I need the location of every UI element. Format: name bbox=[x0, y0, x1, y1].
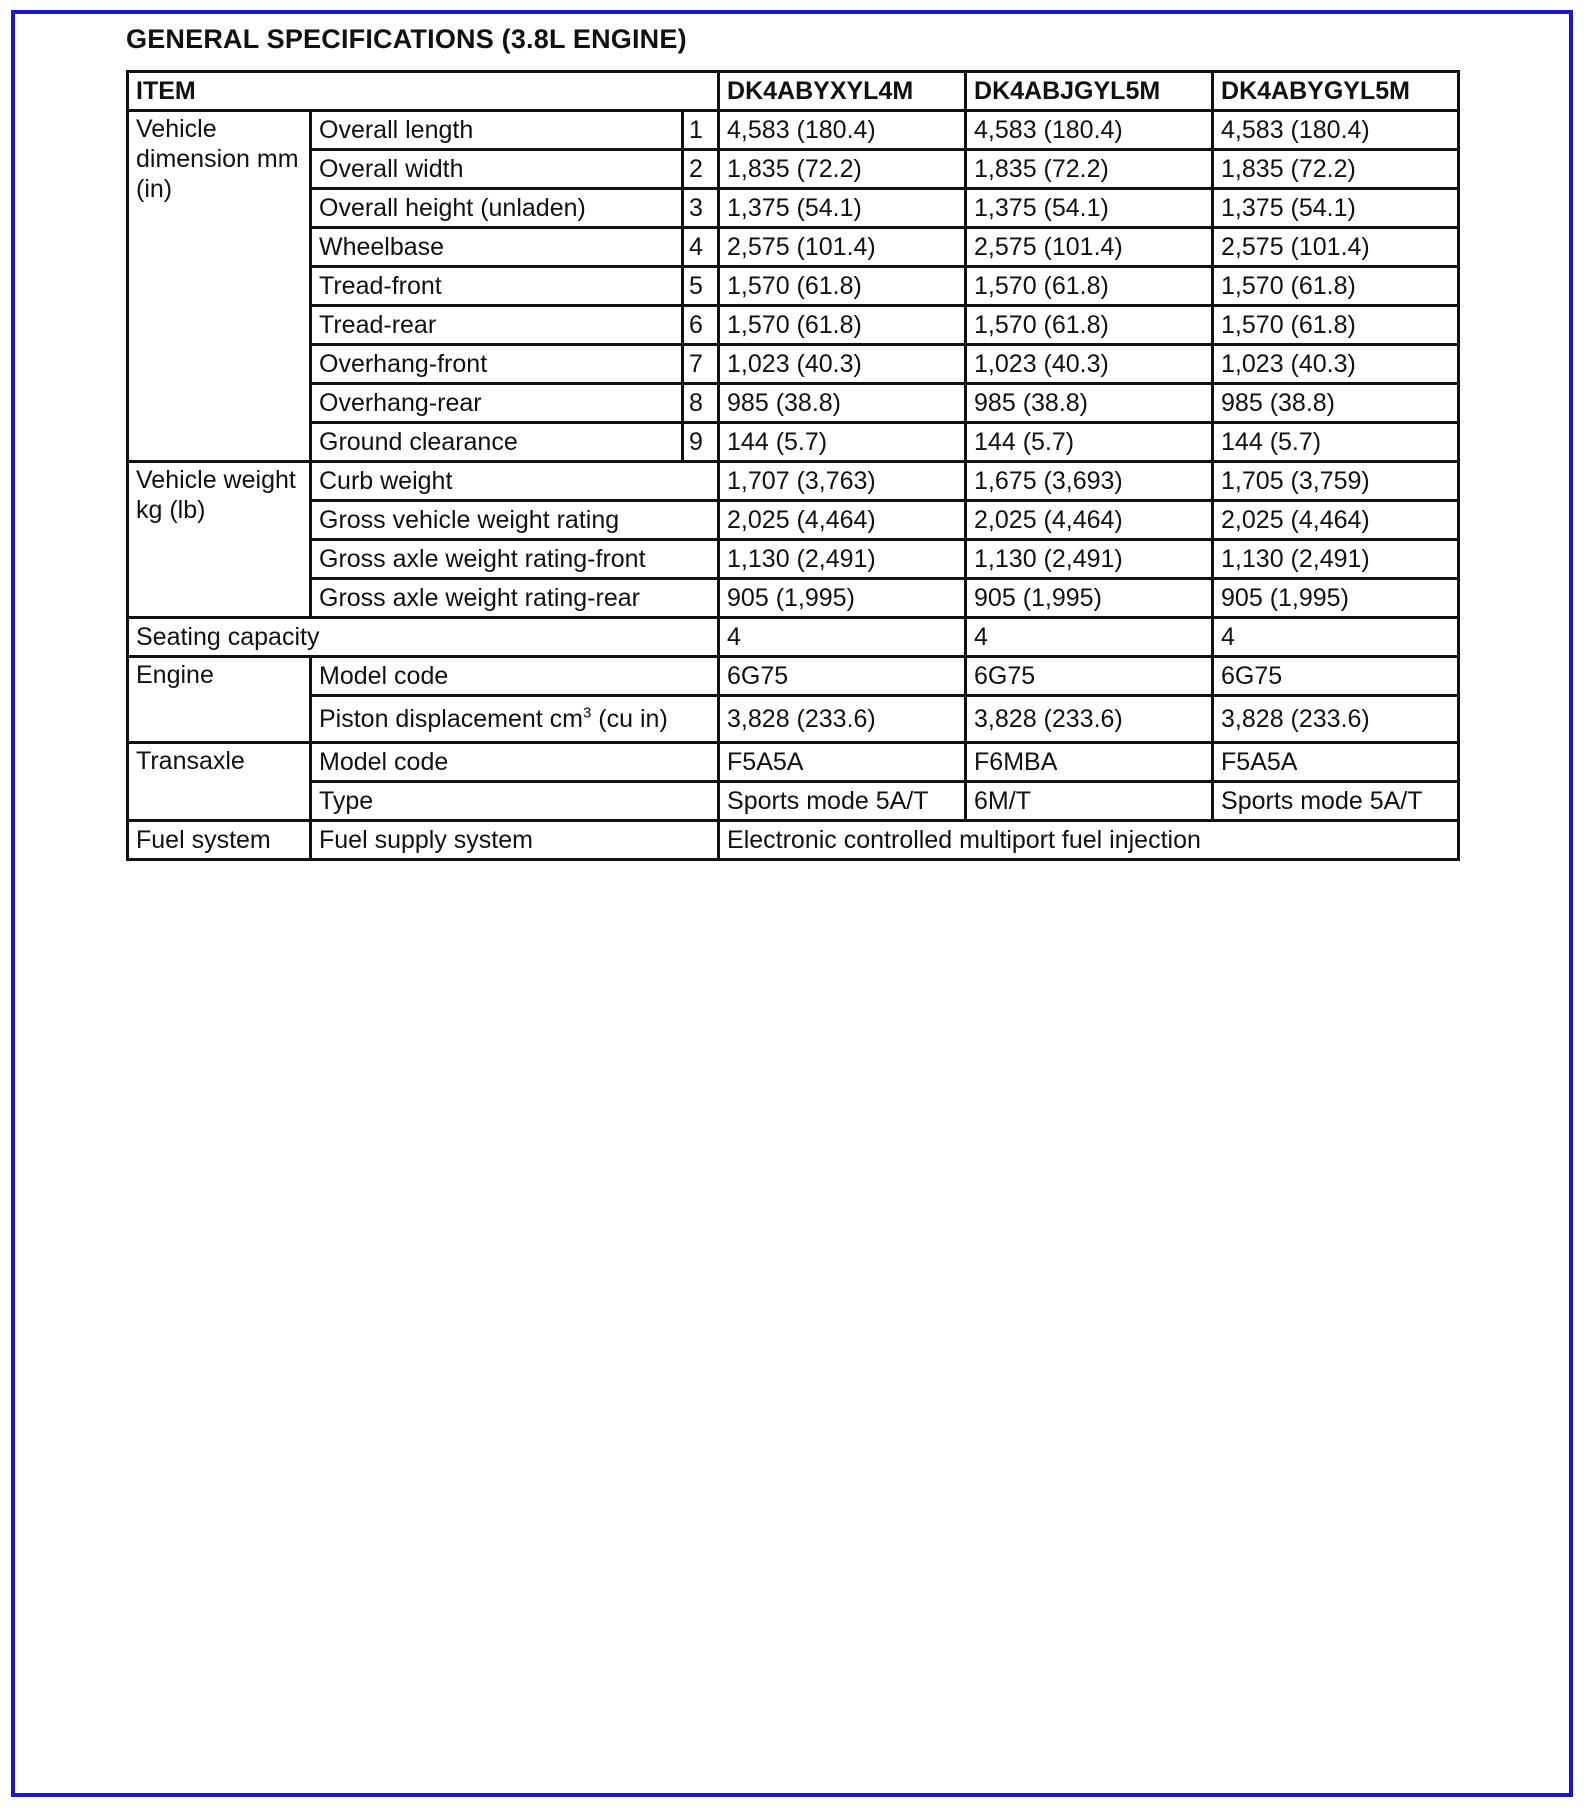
value-cell: 985 (38.8) bbox=[966, 384, 1213, 423]
value-cell: F5A5A bbox=[1213, 743, 1459, 782]
header-model: DK4ABJGYL5M bbox=[966, 72, 1213, 111]
table-row bbox=[128, 423, 1459, 462]
value-cell: 3,828 (233.6) bbox=[966, 696, 1213, 743]
table-row bbox=[128, 696, 1459, 743]
value-cell: 1,705 (3,759) bbox=[1213, 462, 1459, 501]
value-cell: 2,575 (101.4) bbox=[966, 228, 1213, 267]
displacement-unit: (cu in) bbox=[591, 705, 668, 733]
value-cell: 905 (1,995) bbox=[719, 579, 966, 618]
value-cell: 2,575 (101.4) bbox=[1213, 228, 1459, 267]
table-row bbox=[128, 384, 1459, 423]
value-cell: 1,130 (2,491) bbox=[1213, 540, 1459, 579]
row-label: Model code bbox=[311, 657, 719, 696]
value-cell: 1,835 (72.2) bbox=[966, 150, 1213, 189]
value-cell: Electronic controlled multiport fuel injection bbox=[719, 821, 1459, 860]
row-number: 1 bbox=[683, 111, 719, 150]
value-cell: 1,570 (61.8) bbox=[719, 267, 966, 306]
row-label: Wheelbase bbox=[311, 228, 683, 267]
header-model: DK4ABYXYL4M bbox=[719, 72, 966, 111]
row-number: 3 bbox=[683, 189, 719, 228]
table-row bbox=[128, 345, 1459, 384]
row-label: Type bbox=[311, 782, 719, 821]
value-cell: F5A5A bbox=[719, 743, 966, 782]
row-number: 7 bbox=[683, 345, 719, 384]
row-label: Tread-front bbox=[311, 267, 683, 306]
value-cell: 1,375 (54.1) bbox=[966, 189, 1213, 228]
value-cell: 144 (5.7) bbox=[719, 423, 966, 462]
value-cell: 1,023 (40.3) bbox=[1213, 345, 1459, 384]
row-label: Overall length bbox=[311, 111, 683, 150]
group-label-transaxle: Transaxle bbox=[128, 743, 311, 821]
value-cell: 2,025 (4,464) bbox=[1213, 501, 1459, 540]
row-number: 9 bbox=[683, 423, 719, 462]
row-label: Overhang-front bbox=[311, 345, 683, 384]
value-cell: 4 bbox=[966, 618, 1213, 657]
value-cell: Sports mode 5A/T bbox=[1213, 782, 1459, 821]
value-cell: Sports mode 5A/T bbox=[719, 782, 966, 821]
row-number: 6 bbox=[683, 306, 719, 345]
value-cell: 1,023 (40.3) bbox=[966, 345, 1213, 384]
row-number: 2 bbox=[683, 150, 719, 189]
value-cell: 144 (5.7) bbox=[1213, 423, 1459, 462]
value-cell: 1,570 (61.8) bbox=[1213, 267, 1459, 306]
value-cell: 1,023 (40.3) bbox=[719, 345, 966, 384]
value-cell: 1,570 (61.8) bbox=[1213, 306, 1459, 345]
value-cell: 1,130 (2,491) bbox=[719, 540, 966, 579]
value-cell: 2,025 (4,464) bbox=[966, 501, 1213, 540]
row-label: Model code bbox=[311, 743, 719, 782]
group-label-weight: Vehicle weight kg (lb) bbox=[128, 462, 311, 618]
value-cell: 4,583 (180.4) bbox=[1213, 111, 1459, 150]
row-label: Curb weight bbox=[311, 462, 719, 501]
value-cell: 905 (1,995) bbox=[966, 579, 1213, 618]
value-cell: 4 bbox=[719, 618, 966, 657]
table-row bbox=[128, 501, 1459, 540]
value-cell: 1,130 (2,491) bbox=[966, 540, 1213, 579]
table-row bbox=[128, 189, 1459, 228]
value-cell: 1,570 (61.8) bbox=[966, 306, 1213, 345]
table-row bbox=[128, 821, 1459, 860]
value-cell: 1,375 (54.1) bbox=[1213, 189, 1459, 228]
table-row bbox=[128, 657, 1459, 696]
row-label: Gross vehicle weight rating bbox=[311, 501, 719, 540]
value-cell: 905 (1,995) bbox=[1213, 579, 1459, 618]
row-number: 4 bbox=[683, 228, 719, 267]
value-cell: 1,835 (72.2) bbox=[719, 150, 966, 189]
value-cell: 4,583 (180.4) bbox=[719, 111, 966, 150]
table-row bbox=[128, 462, 1459, 501]
row-label bbox=[311, 696, 719, 743]
value-cell: 6G75 bbox=[719, 657, 966, 696]
value-cell: 1,675 (3,693) bbox=[966, 462, 1213, 501]
row-label: Overall height (unladen) bbox=[311, 189, 683, 228]
superscript-3: 3 bbox=[583, 704, 592, 722]
row-label: Ground clearance bbox=[311, 423, 683, 462]
group-label-seating: Seating capacity bbox=[128, 618, 719, 657]
header-item: ITEM bbox=[128, 72, 719, 111]
table-row bbox=[128, 782, 1459, 821]
value-cell: 3,828 (233.6) bbox=[719, 696, 966, 743]
value-cell: 6G75 bbox=[966, 657, 1213, 696]
table-row bbox=[128, 579, 1459, 618]
row-number: 5 bbox=[683, 267, 719, 306]
header-row bbox=[128, 72, 1459, 111]
value-cell: 1,570 (61.8) bbox=[966, 267, 1213, 306]
value-cell: 985 (38.8) bbox=[1213, 384, 1459, 423]
table-row bbox=[128, 743, 1459, 782]
spec-table bbox=[126, 70, 1460, 861]
table-row bbox=[128, 267, 1459, 306]
row-number: 8 bbox=[683, 384, 719, 423]
header-model: DK4ABYGYL5M bbox=[1213, 72, 1459, 111]
value-cell: 1,375 (54.1) bbox=[719, 189, 966, 228]
value-cell: 6G75 bbox=[1213, 657, 1459, 696]
group-label-dimension: Vehicle dimension mm (in) bbox=[128, 111, 311, 462]
row-label: Gross axle weight rating-rear bbox=[311, 579, 719, 618]
table-row bbox=[128, 540, 1459, 579]
value-cell: 2,025 (4,464) bbox=[719, 501, 966, 540]
value-cell: 3,828 (233.6) bbox=[1213, 696, 1459, 743]
row-label: Overhang-rear bbox=[311, 384, 683, 423]
row-label: Overall width bbox=[311, 150, 683, 189]
table-row bbox=[128, 150, 1459, 189]
group-label-engine: Engine bbox=[128, 657, 311, 743]
table-row bbox=[128, 306, 1459, 345]
value-cell: 4 bbox=[1213, 618, 1459, 657]
value-cell: 6M/T bbox=[966, 782, 1213, 821]
table-row bbox=[128, 228, 1459, 267]
value-cell: 985 (38.8) bbox=[719, 384, 966, 423]
row-label: Fuel supply system bbox=[311, 821, 719, 860]
row-label: Tread-rear bbox=[311, 306, 683, 345]
table-row bbox=[128, 111, 1459, 150]
page-title: GENERAL SPECIFICATIONS (3.8L ENGINE) bbox=[126, 24, 687, 54]
row-label: Gross axle weight rating-front bbox=[311, 540, 719, 579]
value-cell: 1,570 (61.8) bbox=[719, 306, 966, 345]
value-cell: 2,575 (101.4) bbox=[719, 228, 966, 267]
value-cell: 4,583 (180.4) bbox=[966, 111, 1213, 150]
displacement-label: Piston displacement cm bbox=[319, 705, 584, 733]
value-cell: 144 (5.7) bbox=[966, 423, 1213, 462]
value-cell: 1,835 (72.2) bbox=[1213, 150, 1459, 189]
table-row bbox=[128, 618, 1459, 657]
group-label-fuel: Fuel system bbox=[128, 821, 311, 860]
value-cell: 1,707 (3,763) bbox=[719, 462, 966, 501]
value-cell: F6MBA bbox=[966, 743, 1213, 782]
